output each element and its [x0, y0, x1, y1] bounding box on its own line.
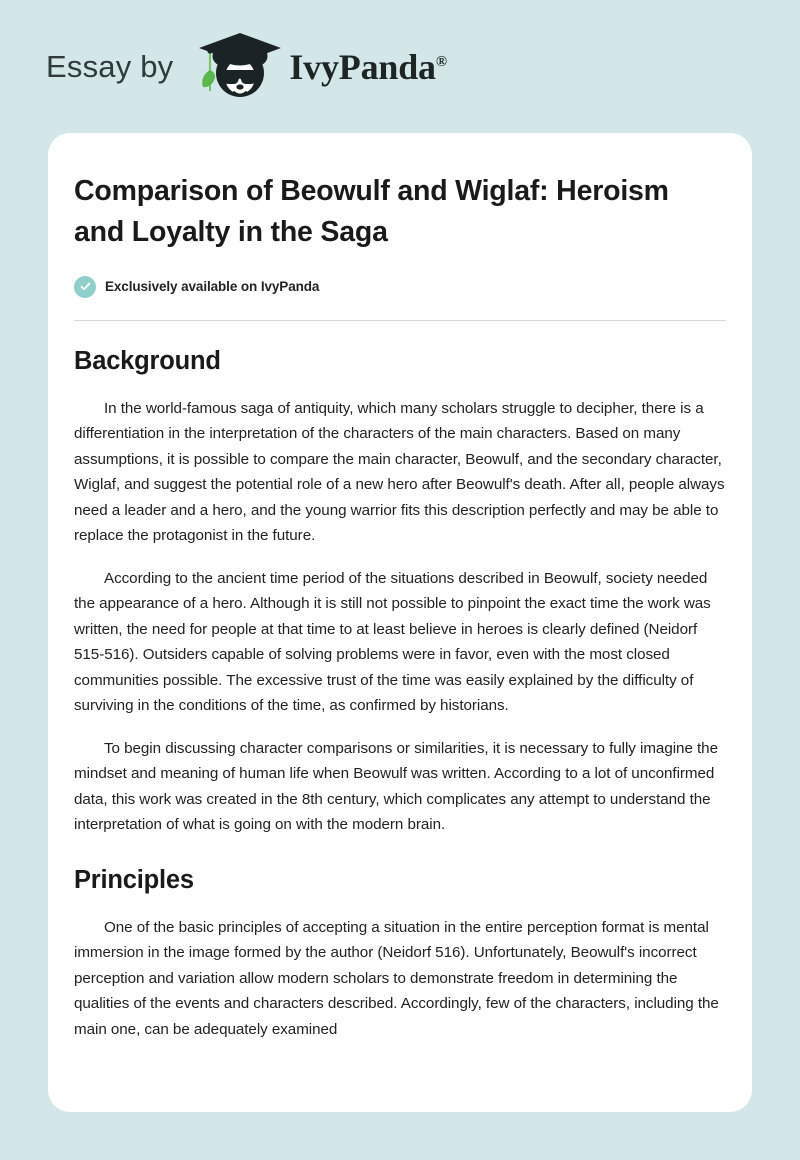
- essay-by-label: Essay by: [46, 48, 174, 84]
- section-heading-principles: Principles: [74, 865, 194, 894]
- page-header: [0, 0, 800, 133]
- check-circle-icon: [74, 276, 96, 298]
- brand-wordmark: [289, 46, 446, 88]
- brand-lockup[interactable]: [46, 31, 447, 103]
- exclusivity-badge-label: Exclusively available on IvyPanda: [105, 279, 320, 295]
- paragraph: In the world-famous saga of antiquity, which many scholars struggle to decipher, there is a differentiation in the interpretation of the characters of the main characters. Based on many assumptions, it is possible to compare the main character, Beowulf, and the secondary character, Wiglaf, and suggest the potential role of a new hero after Beowulf's death. After all, people always need a leader and a hero, and the young warrior fits this description perfectly and may be able to replace the protagonist in the future.: [74, 399, 725, 545]
- registered-mark: ®: [435, 53, 447, 70]
- paragraph: According to the ancient time period of the situations described in Beowulf, society needed the appearance of a hero. Although it is still not possible to pinpoint the exact time the work was written, the need for people at that time to at least believe in heroes is clearly defined (Neidorf 515-516). Outsiders capable of solving problems were in favor, even with the most closed communities possible. The excessive trust of the time was easily explained by the difficulty of surviving in the conditions of the time, as confirmed by historians.: [74, 569, 711, 715]
- paragraph: To begin discussing character comparisons or similarities, it is necessary to fully imagine the mindset and meaning of human life when Beowulf was written. According to a lot of unconfirmed data, this work was created in the 8th century, which complicates any attempt to understand the interpretation of what is going on with the modern brain.: [74, 739, 718, 834]
- exclusivity-badge: [74, 276, 726, 298]
- panda-graduation-cap-icon: [189, 31, 285, 103]
- section-heading-background: Background: [74, 346, 221, 375]
- header-divider: [74, 320, 726, 321]
- paragraph: One of the basic principles of accepting a situation in the entire perception format is mental immersion in the image formed by the author (Neidorf 516). Unfortunately, Beowulf's incorrect perception and variation allow modern scholars to demonstrate freedom in determining the qualities of the events and characters described. Accordingly, few of the characters, including the main one, can be adequately examined: [74, 918, 719, 1038]
- brand-name-text: IvyPanda: [289, 46, 436, 87]
- document-card: [48, 133, 752, 1112]
- page-title: Comparison of Beowulf and Wiglaf: Heroism and Loyalty in the Saga: [74, 175, 669, 249]
